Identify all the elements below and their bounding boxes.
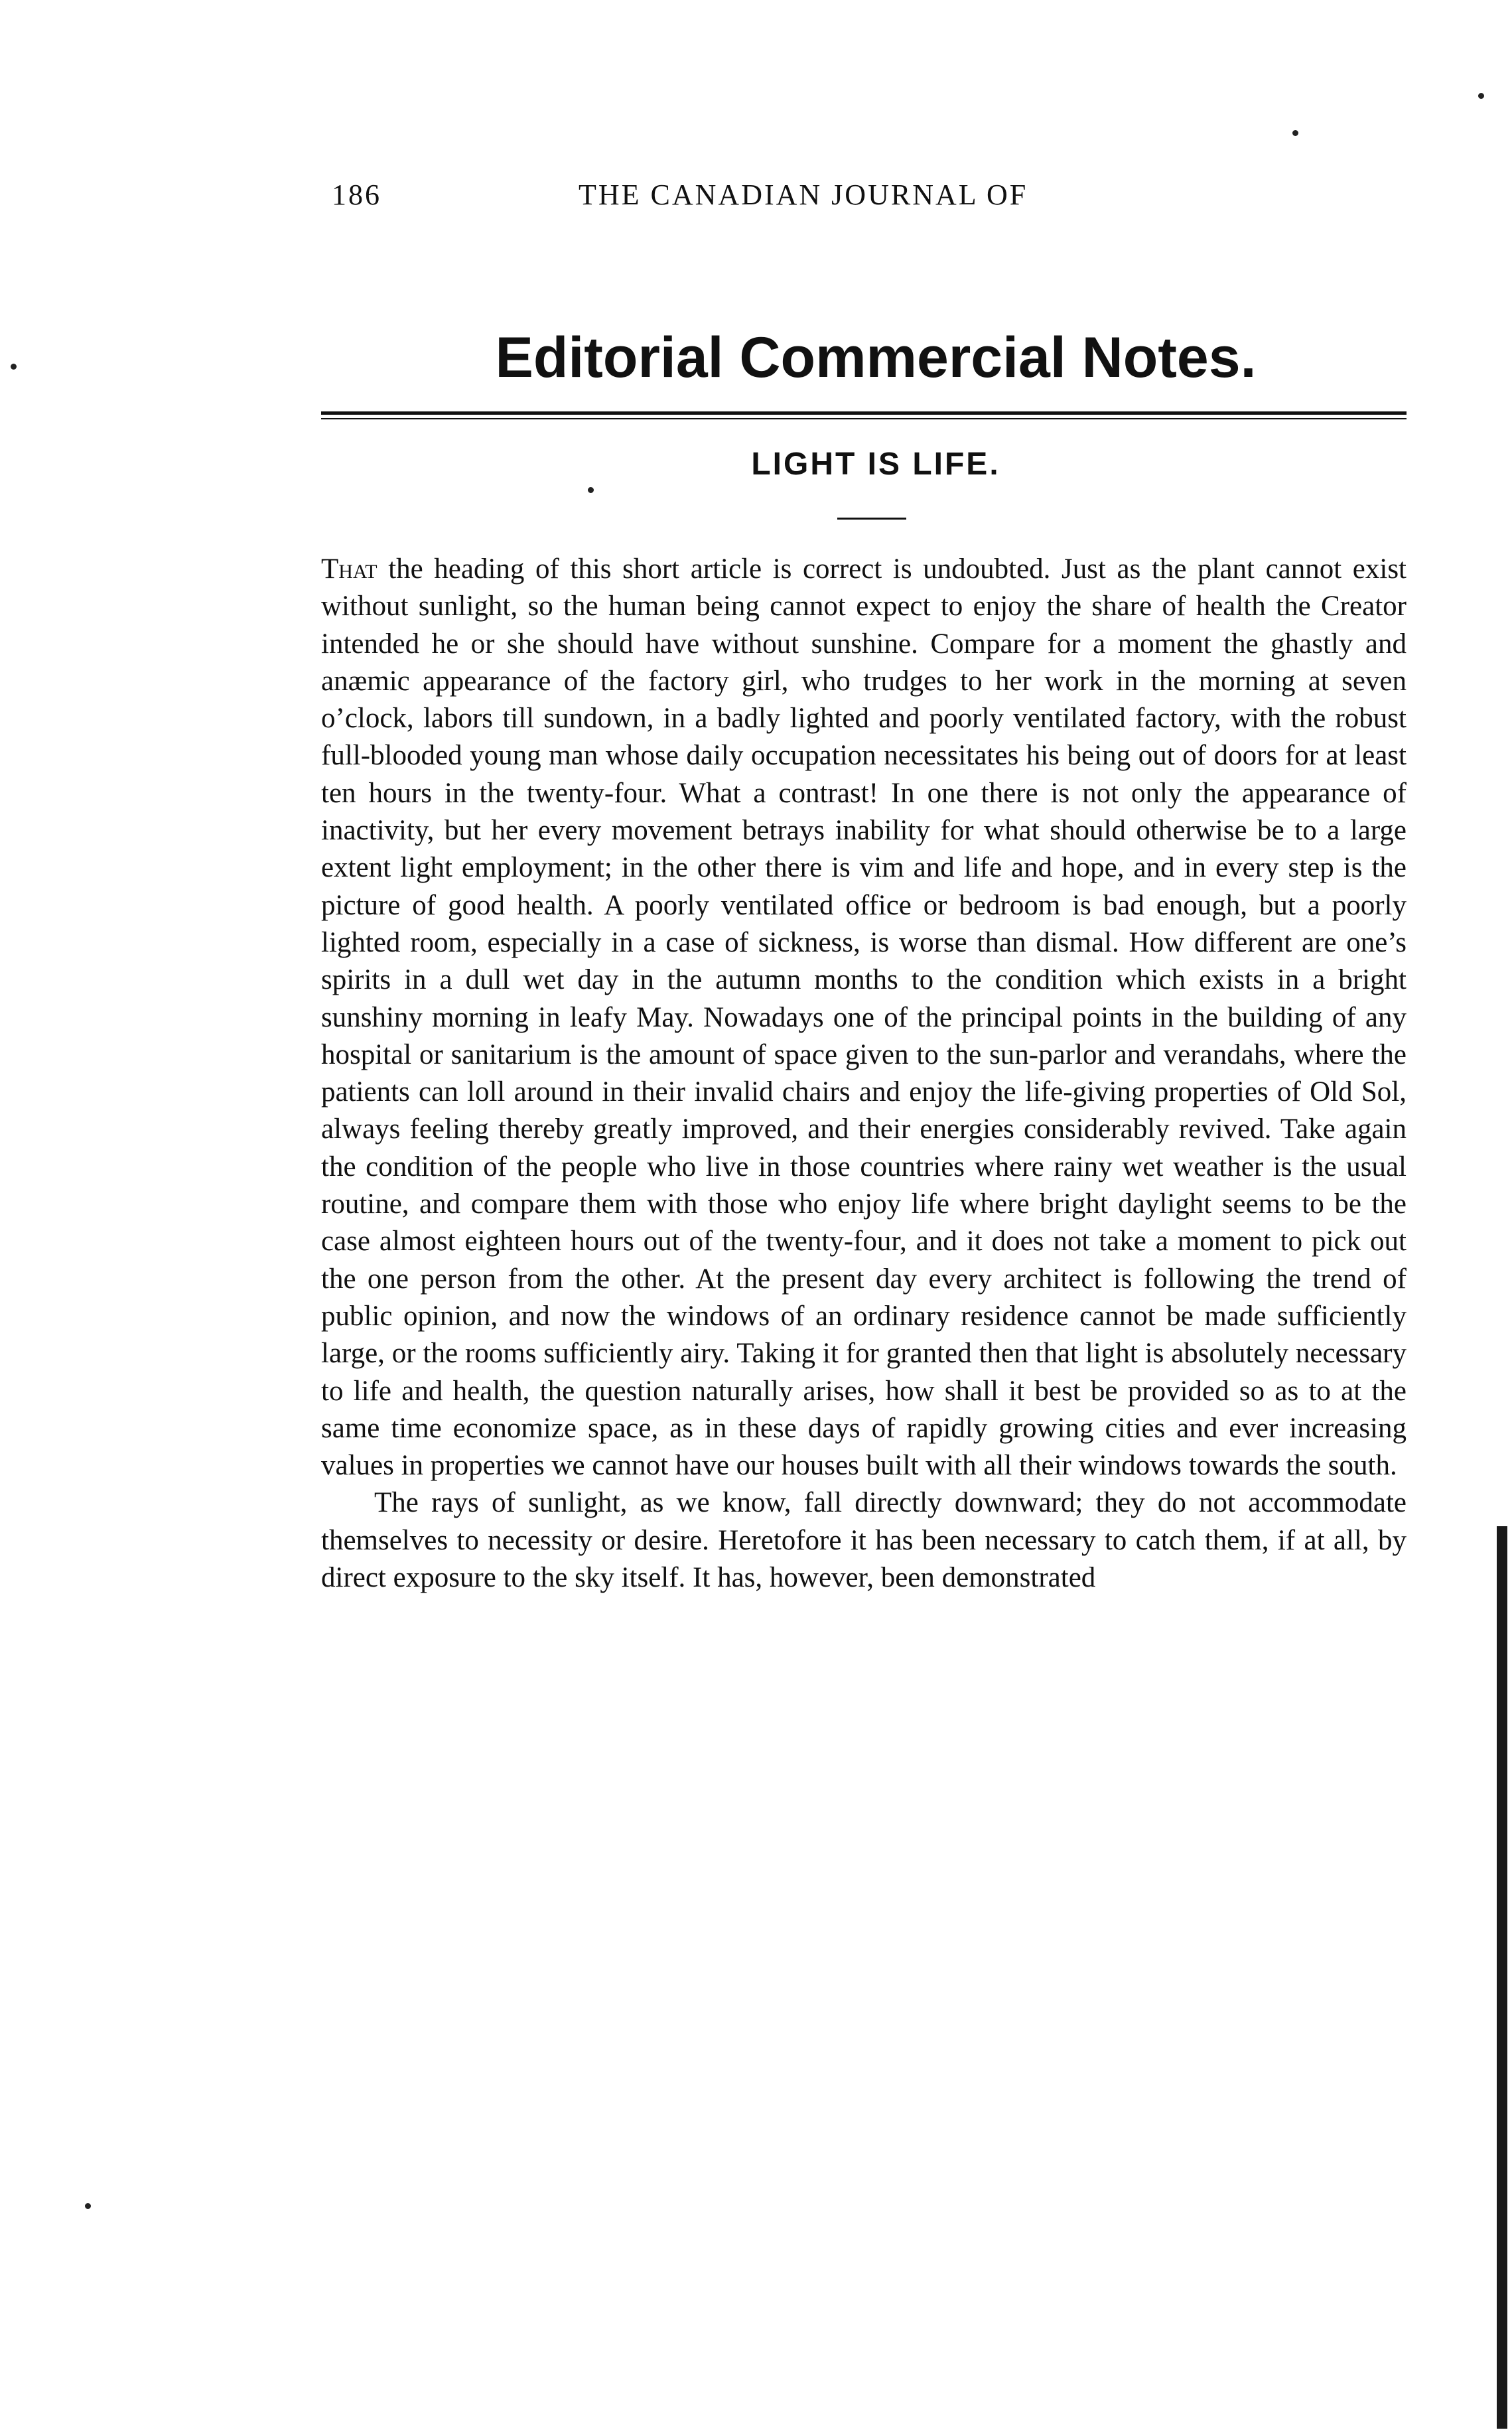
scan-speck <box>11 364 17 370</box>
lead-word: That <box>321 553 378 585</box>
scan-speck <box>588 487 594 493</box>
scan-speck <box>1478 93 1484 99</box>
article-heading: LIGHT IS LIFE. <box>751 447 1000 482</box>
paragraph-2: The rays of sunlight, as we know, fall directly downward; they do not accommodate themselves to necessity or desire. Heretofore it has been necessary to catch them, if at all, by direct exposure to the sky itself. It has, however, been demonstrated <box>321 1487 1407 1594</box>
paragraph-1-text: the heading of this short article is correct is undoubted. Just as the plant cannot exist without sunlight, so the human being cannot expect to enjoy the share of health the Creator intended he or she should have without sunshine. Compare for a moment the ghastly and anæmic appearance of the factory girl, who trudges to her work in the morning at seven o’clock, labors till sundown, in a badly lighted and poorly ventilated factory, with the robust full-blooded young man whose daily occupation necessitates his being out of doors for at least ten hours in the twenty-four. What a contrast! In one there is not only the appearance of inactivity, but her every movement betrays inability for what should otherwise be to a large extent light employment; in the other there is vim and life and hope, and in every step is the picture of good health. A poorly ventilated office or bedroom is bad enough, but a poorly lighted room, especially in a case of sickness, is worse than dismal. How different are one’s spirits in a dull wet day in the autumn months to the condition which exists in a bright sunshiny morning in leafy May. Nowadays one of the principal points in the building of any hospital or sanitarium is the amount of space given to the sun-parlor and verandahs, where the patients can loll around in their invalid chairs and enjoy the life-giving properties of Old Sol, always feeling thereby greatly improved, and their energies considerably revived. Take again the condition of the people who live in those countries where rainy wet weather is the usual routine, and compare them with those who enjoy life where bright daylight seems to be the case almost eighteen hours out of the twenty-four, and it does not take a moment to pick out the one person from the other. At the present day every architect is following the trend of public opinion, and now the windows of an ordinary residence cannot be made sufficiently large, or the rooms sufficiently airy. Taking it for granted then that light is absolutely necessary to life and health, the question naturally arises, how shall it best be provided so as to at the same time economize space, as in these days of rapidly growing cities and ever increasing values in properties we cannot have our houses built with all their windows towards the south. <box>321 553 1407 1482</box>
scan-edge-shadow <box>1497 1526 1507 2429</box>
scan-speck <box>1292 130 1298 136</box>
journal-title: THE CANADIAN JOURNAL OF <box>579 179 1028 211</box>
section-title: Editorial Commercial Notes. <box>495 326 1257 390</box>
section-rule <box>321 411 1407 415</box>
scan-speck <box>85 2203 91 2209</box>
article-body <box>321 551 1407 1597</box>
heading-rule <box>837 518 906 520</box>
page-number: 186 <box>332 179 381 211</box>
paragraph-1 <box>321 551 1407 1484</box>
section-rule-thin <box>321 418 1407 419</box>
